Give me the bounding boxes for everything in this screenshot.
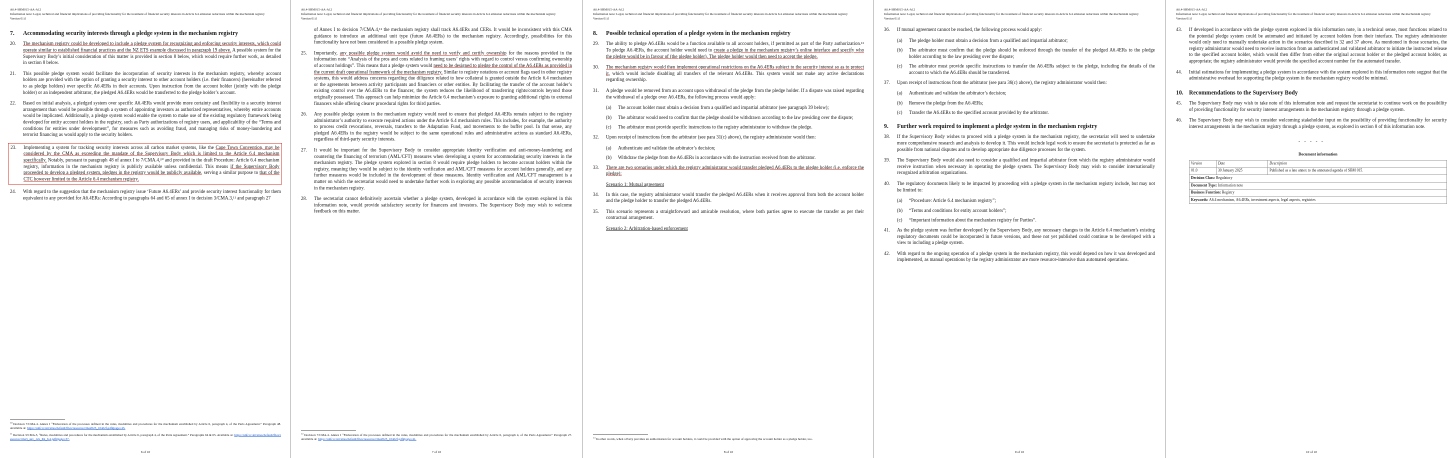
page-number: 9 of 10 bbox=[1015, 450, 1025, 454]
paragraph-text bbox=[23, 41, 281, 66]
text-run: , which would include disabling all transfers of the relevant A6.4ERs. This system would not make any active declarations regarding ownership. bbox=[605, 71, 864, 83]
sub-paragraph-text: “Terms and conditions for entity account holders”; bbox=[909, 208, 1007, 214]
footnote-link[interactable]: https://unfccc.int/sites/default/files/resource/cma2023_10a02f.pdf#page=43. bbox=[27, 426, 126, 431]
paragraph bbox=[301, 27, 572, 46]
paragraph bbox=[593, 65, 864, 84]
paragraph-number: 34. bbox=[592, 192, 599, 198]
paragraph bbox=[301, 196, 572, 215]
doc-code: A6.4-SBM015-AA-A12 bbox=[301, 8, 333, 12]
footnote-text: Decision 7/CMA.4. Annex I “Elaboration of the processes defined in the rules, modalities and procedures for the mechanism established by Article 6, paragraph 4, of the Paris Agreement.” Paragraph 27. Available at: bbox=[301, 433, 573, 441]
section-number: 8. bbox=[592, 29, 598, 37]
paragraph-text: Any possible pledge system in the mechanism registry would need to ensure that pledged A6.4ERs remain subject to the registry administrator’s authority to execute required actions under the Article 6.4 mechanism rules. This includes, for example, the authority to process credit revocations, reversals, transfers to the Adaptation Fund, and movements to the buffer pool. In that sense, any pledged A6.4ERs in the registry would be subject to the same operational rules and administrative actions as standard A6.4ERs, regardless of third-party security interests. bbox=[314, 112, 573, 143]
sub-paragraph-letter: (b) bbox=[897, 48, 903, 54]
section-heading bbox=[1176, 89, 1447, 96]
sub-paragraph bbox=[897, 208, 1155, 214]
page-header bbox=[593, 8, 864, 21]
section-title: Further work required to implement a pledge system in the mechanism registry bbox=[897, 122, 1098, 130]
paragraph-number: 38. bbox=[884, 134, 891, 140]
sub-paragraph bbox=[897, 100, 1155, 106]
document-page bbox=[582, 0, 873, 458]
paragraph-text: Based on initial analysis, a pledged system over specific A6.4ERs would provide more certainty and flexibility to a security interest arrangement than would be possible through a system of appointing investors as authorized representatives, whereby entire accounts would be implicated. Additionally, a pledge system would enable the system to make use of the existing regulatory framework being developed for entity account holders in the registry, such as Party authorizations of registry users, and applicability of the “Terms and conditions for entities under development”, for measures such as avoiding fraud, and managing risks of money-laundering and terrorist financing as would apply to the security holders. bbox=[23, 101, 281, 138]
scenario-heading: Scenario 1: Mutual agreement bbox=[605, 182, 664, 188]
paragraph-number: 29. bbox=[592, 41, 599, 47]
footnote-text: In other words, when a Party provides an authorization for account holders, it could be provided with the option of approving the account holder as a pledge holder, too. bbox=[595, 437, 813, 441]
doc-code: A6.4-SBM015-AA-A12 bbox=[592, 8, 624, 12]
paragraph-number: 46. bbox=[1175, 118, 1182, 124]
footnote bbox=[10, 422, 281, 431]
page-number: 10 of 10 bbox=[1305, 450, 1317, 454]
paragraph bbox=[1176, 69, 1447, 82]
sub-paragraph-letter: (c) bbox=[897, 218, 903, 224]
footnotes bbox=[593, 433, 864, 443]
end-separator: - - - - - bbox=[1298, 139, 1325, 145]
sub-paragraph-text: Authenticate and validate the arbitrator’s decision; bbox=[909, 91, 1007, 97]
sub-paragraph-letter: (a) bbox=[897, 91, 903, 97]
doc-version: Version 01.0 bbox=[884, 16, 901, 21]
sub-paragraph bbox=[897, 198, 1155, 204]
paragraph-text: If mutual agreement cannot be reached, the following process would apply: bbox=[897, 27, 1043, 33]
sub-paragraph-text: The arbitrator must confirm that the pledge should be enforced through the transfer of the pledged A6.4ERs to the pledge holder according to the law presiding over the dispute; bbox=[909, 48, 1156, 60]
paragraph-text: A pledge would be removed from an account upon withdrawal of the pledge from the pledge holder. If a dispute was raised regarding the withdrawal of a pledge over A6.4ERs, the following process would apply: bbox=[605, 88, 864, 100]
annotated-text: Cape Town Convention, may be considered by the CMA as exceeding the mandate of the Supervisory Body which is limited to the Article 6.4 mechanism specifically. bbox=[23, 145, 280, 163]
paragraph-text: This scenario represents a straightforward and amicable resolution, where both parties agree to execute the transfer as per their contractual arrangement. bbox=[605, 209, 864, 221]
paragraph-number: 45. bbox=[1175, 101, 1182, 107]
paragraph-number: 36. bbox=[884, 27, 891, 33]
page-number: 6 of 10 bbox=[140, 450, 151, 454]
paragraph-text bbox=[606, 165, 864, 178]
paragraph bbox=[884, 181, 1155, 194]
document-information-title: Document information bbox=[1298, 152, 1338, 157]
sub-paragraph bbox=[606, 105, 864, 111]
paragraph-text: Upon receipt of instructions from the arbitrator (see para 36(c) above), the registry administrator would then: bbox=[897, 80, 1108, 86]
sub-paragraph-text: Remove the pledge from the A6.4ERs; bbox=[909, 100, 984, 106]
sub-paragraph bbox=[897, 110, 1155, 116]
document-page bbox=[873, 0, 1164, 458]
table-field-cell bbox=[1189, 197, 1447, 204]
table-field-cell bbox=[1189, 189, 1447, 196]
paragraph-number: 31. bbox=[592, 88, 599, 94]
paragraph bbox=[884, 27, 1155, 33]
text-run: Similar to registry notations or account flags used in other registry systems, this would address concerns regarding due diligence related to how collateral is granted outside the Article 6.4 mechanism or the agreements between activity participants and financiers or other entities. By facilitating the transfer of the account holder’s existing control over the A6.4ERs to the financer, the system reduces the likelihood of transferring rights/controls beyond those originally possessed. This approach can help minimize the Article 6.4 mechanism’s exposure to granting additional rights to external financers while offering clearer procedural rights for third parties. bbox=[314, 69, 573, 107]
page-body bbox=[1176, 27, 1447, 443]
paragraph-number: 37. bbox=[884, 80, 891, 86]
document-information-table bbox=[1189, 160, 1447, 204]
sub-paragraph-letter: (b) bbox=[897, 208, 903, 214]
paragraph bbox=[593, 41, 864, 60]
paragraph-number: 33. bbox=[592, 165, 599, 171]
field-label: Keywords: bbox=[1190, 197, 1209, 202]
sub-paragraph-text: The account holder must obtain a decision from a qualified and impartial arbitrator (see paragraph 39 below); bbox=[617, 105, 829, 111]
page-header bbox=[10, 8, 281, 21]
paragraph bbox=[301, 50, 572, 107]
text-run: The ability to pledge A6.4ERs would be a function available to all account holders, if permitted as part of the Party authorization.¹³ To pledge A6.4ERs, the account holder would need to bbox=[605, 41, 864, 54]
sub-paragraph bbox=[897, 48, 1155, 61]
table-row bbox=[1189, 167, 1447, 174]
paragraph-number: 24. bbox=[10, 189, 17, 195]
sub-paragraph-text: “Important information about the mechanism registry for Parties”. bbox=[909, 218, 1037, 224]
document-page bbox=[290, 0, 581, 458]
section-heading bbox=[593, 30, 864, 37]
field-label: Document Type: bbox=[1190, 183, 1218, 188]
sub-paragraph-text: Authenticate and validate the arbitrator’s decision; bbox=[617, 145, 716, 151]
paragraph-number: 26. bbox=[301, 112, 308, 118]
sub-paragraph bbox=[897, 218, 1155, 224]
sub-paragraph bbox=[606, 125, 864, 131]
paragraph-text: If the Supervisory Body wishes to proceed with a pledge system in the mechanism registry, the secretariat will need to undertake more comprehensive research and analysis to develop it. This would include legal work to ensure the secretariat is protected as far as possible from national disputes and to develop appropriate due diligence processes for the system. bbox=[897, 134, 1156, 153]
paragraph-number: 21. bbox=[10, 71, 17, 77]
page-header bbox=[884, 8, 1155, 21]
doc-version: Version 01.0 bbox=[1175, 16, 1192, 21]
doc-version: Version 01.0 bbox=[10, 16, 27, 21]
footnote-marker: 12 bbox=[301, 432, 305, 435]
sub-paragraph-letter: (a) bbox=[605, 105, 612, 111]
text-run: Implementing a system for tracking security interests across all carbon market systems, like the bbox=[23, 145, 216, 151]
paragraph-number: 32. bbox=[592, 135, 599, 140]
document-page bbox=[0, 0, 290, 458]
table-header-cell: Description bbox=[1267, 160, 1446, 167]
sub-paragraph-text: “Procedure: Article 6.4 mechanism registry”; bbox=[909, 198, 997, 204]
annotated-text: There are two scenarios under which the registry administrator would transfer pledged A6.4ERs to the pledge holder (i.e. enforce the pledge): bbox=[605, 165, 864, 177]
paragraph-number: 42. bbox=[884, 251, 891, 257]
footnote bbox=[10, 432, 281, 441]
section-title: Accommodating security interests through a pledge system in the mechanism registry bbox=[23, 29, 239, 37]
annotated-text: that of the CTC however limited to the Article 6.4 mechanism registry. bbox=[23, 170, 280, 182]
sub-paragraph bbox=[897, 91, 1155, 97]
page-body bbox=[593, 27, 864, 443]
sub-paragraph-text: The pledge holder must obtain a decision from a qualified and impartial arbitrator; bbox=[909, 38, 1069, 44]
paragraph bbox=[8, 143, 282, 185]
paragraph bbox=[301, 148, 572, 192]
paragraph-number: 41. bbox=[884, 227, 891, 233]
doc-version: Version 01.0 bbox=[301, 16, 318, 21]
paragraph bbox=[10, 189, 281, 202]
field-label: Decision Class: bbox=[1190, 175, 1216, 180]
section-number: 10. bbox=[1175, 89, 1184, 96]
paragraph-number bbox=[301, 27, 314, 46]
annotated-text: need to be designed to pledge the control of the A6.4ERs as provided in the current draft operational framework of the mechanism registry. bbox=[314, 63, 573, 75]
sub-paragraph-letter: (c) bbox=[897, 64, 903, 70]
text-run: for the reasons provided in the information note “Analysis of the pros and cons related to framing users’ rights with regard to control versus confirming ownership of account holdings”. This means that a pledge system would bbox=[314, 50, 573, 69]
paragraph-number: 44. bbox=[1175, 69, 1182, 75]
paragraph-number: 39. bbox=[884, 158, 891, 164]
paragraph-text: Upon receipt of instructions from the arbitrator (see para 31(c) above), the registry administrator would then: bbox=[605, 135, 816, 140]
page-body bbox=[301, 27, 572, 443]
page-inner bbox=[0, 0, 290, 458]
paragraph bbox=[1176, 118, 1447, 131]
paragraph bbox=[10, 71, 281, 96]
sub-paragraph-letter: (c) bbox=[605, 125, 612, 131]
table-field-cell bbox=[1189, 182, 1447, 189]
table-cell: 30 January 2025 bbox=[1216, 167, 1268, 174]
sub-paragraph bbox=[606, 155, 864, 161]
text-run: A possible system for the Supervisory Body’s initial consideration of this matter is provided in section 8 below, which would require further work, as detailed in section 8 below. bbox=[23, 48, 281, 66]
paragraph bbox=[10, 101, 281, 139]
paragraph-text: The secretariat cannot definitively ascertain whether a pledge system, developed in accordance with the system explored in this information note, would provide satisfactory security for financers and investors. The Supervisory Body may wish to welcome feedback on this matter. bbox=[314, 196, 573, 215]
page-number: 8 of 10 bbox=[723, 450, 733, 454]
page-body bbox=[10, 27, 281, 443]
footnote-text: Decision 7/CMA.4. Annex I “Elaboration of the processes defined in the rules, modalities and procedures for the mechanism established by Article 6, paragraph 4, of the Paris Agreement.” Paragraph 48. Available at: bbox=[10, 422, 281, 431]
annotated-text: The mechanism registry would then implement operational restrictions on the A6.4ERs subject to the security interest so as to protect it bbox=[605, 65, 864, 77]
paragraph bbox=[593, 165, 864, 178]
paragraph bbox=[884, 158, 1155, 177]
paragraph-text: It would be important for the Supervisory Body to consider appropriate identity verification and anti-money-laundering and countering the financing of terrorism (AML/CFT) measures when developing a system for accommodating security interests in the mechanism registry. The pledge system explored in section 8 would require pledge holders to become account holders within the registry, meaning they would be subject to the identity verification and AML/CFT measures for account holders generally, and any further measures would be included in the development of these measures. Identity verification and AML/CFT management is a matter on which the secretariat would need to undertake further work in exploring any possible accommodation of security interests in the mechanism registry. bbox=[314, 148, 573, 191]
table-field-row bbox=[1189, 197, 1447, 204]
footnote-text: Decision 3/CMA.3, “Rules, modalities and procedures for the mechanism established by Article 6, paragraph 4, of the Paris Agreement.” Paragraphs 64 & 65. Available at: bbox=[12, 433, 235, 437]
table-field-row bbox=[1189, 182, 1447, 189]
sub-paragraph-letter: (b) bbox=[897, 100, 903, 106]
paragraph-text: The Supervisory Body would also need to consider a qualified and impartial arbitrator from which the registry administrator would receive instruction when necessary in operating the pledge system. The Supervisory Body may wish to consider internationally recognized arbitration organizations. bbox=[897, 158, 1156, 176]
paragraph-number: 40. bbox=[884, 181, 891, 187]
paragraph-text bbox=[606, 65, 864, 84]
sub-paragraph-letter: (a) bbox=[605, 145, 612, 151]
sub-paragraph-letter: (c) bbox=[897, 110, 903, 116]
table-cell: 01.0 bbox=[1189, 167, 1216, 174]
table-field-row bbox=[1189, 175, 1447, 182]
sub-paragraph-letter: (b) bbox=[605, 155, 612, 161]
footnote bbox=[301, 432, 572, 441]
page-body bbox=[884, 27, 1155, 443]
sub-paragraph bbox=[606, 145, 864, 151]
page-number: 7 of 10 bbox=[432, 450, 442, 454]
annotated-text: any possible pledge system would avoid the need to verify and certify ownership bbox=[340, 50, 507, 56]
field-value: Registry bbox=[1221, 190, 1235, 195]
field-value: Information note bbox=[1217, 183, 1243, 188]
sub-paragraph-text: Transfer the A6.4ERs to the specified account provided by the arbitrator. bbox=[909, 110, 1050, 116]
paragraph bbox=[884, 134, 1155, 153]
footnotes bbox=[301, 429, 572, 443]
footnote-link[interactable]: https://unfccc.int/sites/default/files/resource/cma3_auv_12a_PA_6.4.pdf#page=37. bbox=[10, 433, 282, 441]
paragraph bbox=[593, 192, 864, 205]
footnotes bbox=[10, 418, 281, 443]
doc-note: Information note: Legal, technical and financial implications of providing functionality for the treatment of financial security interests in Article 6.4 emission reductions within the mechanism registry bbox=[10, 12, 265, 17]
paragraph-number: 35. bbox=[592, 209, 599, 215]
sub-paragraph-text: The arbitrator must provide specific instructions to transfer the A6.4ERs subject to the pledge, including the details of the account to which the A6.4ERs should be transferred. bbox=[909, 64, 1156, 76]
sub-paragraph bbox=[606, 115, 864, 121]
annotated-text: The mechanism registry could be developed to include a pledge system for recognizing and enforcing security interests, which could operate similar to established financial practices and the NZ ETS example discussed in paragraph 19 above. bbox=[23, 41, 281, 54]
sub-paragraph-letter: (a) bbox=[897, 38, 903, 44]
page-inner bbox=[1166, 0, 1456, 458]
sub-paragraph-letter: (a) bbox=[897, 198, 903, 204]
paragraph-text: With regard to the suggestion that the mechanism registry issue ‘Future A6.4ERs’ and provide security interest functionality for them equivalent to any provided for A6.4ERs: According to paragraphs 64 and 65 of annex I to decision 3/CMA.3,¹¹ and paragraph 27 bbox=[23, 189, 281, 201]
text-run: , serving a similar purpose to bbox=[201, 170, 260, 176]
paragraph bbox=[1176, 101, 1447, 114]
table-header-cell: Version bbox=[1189, 160, 1216, 167]
paragraph-text bbox=[314, 50, 572, 107]
table-cell: Published as a late annex to the annotated agenda of SBM 015. bbox=[1267, 167, 1446, 174]
text-run: Importantly, bbox=[314, 50, 341, 56]
section-title: Possible technical operation of a pledge system in the mechanism registry bbox=[605, 29, 791, 37]
section-number: 9. bbox=[884, 122, 889, 130]
paragraph-text: The regulatory documents likely to be impacted by proceeding with a pledge system in the mechanism registry include, but may not be limited to: bbox=[897, 181, 1156, 193]
paragraph-number: 25. bbox=[301, 50, 308, 56]
doc-code: A6.4-SBM015-AA-A12 bbox=[884, 8, 916, 12]
doc-note: Information note: Legal, technical and financial implications of providing functionality for the treatment of financial security interests in Article 6.4 emission reductions within the mechanism registry bbox=[1175, 12, 1431, 17]
paragraph-number: 20. bbox=[10, 41, 17, 47]
scenario-heading: Scenario 2: Arbitration-based enforcement bbox=[605, 226, 688, 232]
paragraph-text: If developed in accordance with the pledge system explored in this information note, in a technical sense, most functions related to the potential pledge system could be automated and initiated by account holders from their interface. The registry administrator would only need to manually undertake action in the scenarios described in 32 and 37 above. As mentioned in those scenarios, the registry administrator would need to receive instruction from an authenticated and validated arbitrator to initiate the instructed release to the specified account holder, which would then differ from either the original account holder or the pledged account holder, as appropriate; the registry administrator would provide the specified account number for the automated transfer. bbox=[1188, 27, 1447, 64]
field-label: Business Function: bbox=[1190, 190, 1222, 195]
table-header-row bbox=[1189, 160, 1447, 167]
paragraph-number: 23. bbox=[10, 145, 17, 151]
sub-paragraph-letter: (b) bbox=[605, 115, 612, 121]
page-inner bbox=[291, 0, 581, 458]
section-title: Recommendations to the Supervisory Body bbox=[1188, 89, 1298, 96]
paragraph-text: The Supervisory Body may wish to consider welcoming stakeholder input on the possibility of providing functionality for security interest arrangements in the mechanism registry through a pledge system, as explored in section 8 of this information note. bbox=[1188, 118, 1447, 130]
paragraph bbox=[593, 88, 864, 101]
page-header bbox=[301, 8, 572, 21]
paragraph-text: With regard to the ongoing operation of a pledge system in the mechanism registry, this would depend on how it was developed and implemented, as manual operations by the registry administrator are more resource-intensive than automated operations. bbox=[897, 251, 1156, 263]
sub-paragraph bbox=[897, 38, 1155, 44]
paragraph-text: In this case, the registry administrator would transfer the pledged A6.4ERs when it receives approval from both the account holder and the pledge holder to transfer the pledged A6.4ERs. bbox=[605, 192, 864, 204]
table-field-cell bbox=[1189, 175, 1447, 182]
paragraph bbox=[884, 227, 1155, 246]
paragraph-text bbox=[24, 145, 280, 183]
paragraph-text: Initial estimations for implementing a pledge system in accordance with the system explored in this information note suggest that the administrative overhead for supporting the pledge system in the mechanism registry would be minimal. bbox=[1188, 69, 1447, 82]
doc-note: Information note: Legal, technical and financial implications of providing functionality for the treatment of financial security interests in Article 6.4 emission reductions within the mechanism registry bbox=[301, 12, 557, 17]
field-value: A6.4 mechanism, A6.4ERs, investment aspects, legal aspects, registries bbox=[1208, 197, 1316, 202]
section-heading bbox=[10, 30, 281, 37]
page-header bbox=[1176, 8, 1447, 21]
footnote-marker: 13 bbox=[592, 436, 596, 439]
text-run: Notably, pursuant to paragraph 48 of annex I to 7/CMA.4,¹⁰ and provided in the draft Procedure: Article 6.4 mechanism registry, information in the mechanism registry is publicly available unless confidential. This means bbox=[23, 157, 280, 170]
sub-paragraph bbox=[897, 64, 1155, 77]
paragraph-text: This possible pledge system would facilitate the incorporation of security interests in the mechanism registry, whereby account holders are provided with the option of granting a security interest to other account holders (i.e. their financers) (hereinafter referred to as pledge holders) over specific A6.4ERs in their accounts. Upon instruction from the account holder (jointly with the pledge holder) or an independent arbitrator, the pledged A6.4ERs would be transferred to the pledge holder’s account. bbox=[23, 71, 281, 96]
paragraph-text: The Supervisory Body may wish to take note of this information note and request the secretariat to continue work on the possibility of providing functionality for security interest arrangements in the mechanism registry through a pledge system. bbox=[1188, 101, 1447, 113]
paragraph-text bbox=[606, 41, 864, 60]
paragraph-number: 27. bbox=[301, 148, 308, 154]
document-information bbox=[1189, 152, 1447, 204]
footnote-marker: 10 bbox=[10, 421, 14, 425]
footnote bbox=[593, 436, 864, 441]
document-page bbox=[1165, 0, 1456, 458]
paragraph bbox=[884, 80, 1155, 86]
doc-code: A6.4-SBM015-AA-A12 bbox=[1175, 8, 1207, 12]
sub-paragraph-text: The arbitrator would need to confirm that the pledge should be withdrawn according to the law presiding over the dispute; bbox=[617, 115, 854, 121]
paragraph-number: 43. bbox=[1175, 27, 1182, 33]
page-inner bbox=[874, 0, 1164, 458]
section-number: 7. bbox=[10, 29, 15, 37]
paragraph-number: 28. bbox=[301, 196, 308, 202]
field-value: Regulatory bbox=[1215, 175, 1233, 180]
paragraph bbox=[10, 41, 281, 66]
footnote-link[interactable]: https://unfccc.int/sites/default/files/resource/cma2023_10a02f.pdf#page=41. bbox=[318, 437, 417, 441]
section-heading bbox=[884, 123, 1155, 130]
sub-paragraph-text: Withdraw the pledge from the A6.4ERs in accordance with the instruction received from the arbitrator. bbox=[617, 155, 816, 161]
paragraph bbox=[301, 112, 572, 143]
paragraph bbox=[884, 251, 1155, 264]
paragraph-number: 22. bbox=[10, 101, 17, 107]
doc-code: A6.4-SBM015-AA-A12 bbox=[10, 8, 42, 12]
sub-paragraph-text: The arbitrator must provide specific instructions to the registry administrator to withdraw the pledge. bbox=[617, 125, 813, 131]
table-field-row bbox=[1189, 189, 1447, 196]
paragraph-text: of Annex I to decision 7/CMA.4,¹² the mechanism registry shall track A6.4ERs and CERs. It would be inconsistent with this CMA guidance to introduce an additional unit type (future A6.4ERs) to the mechanism registry. Accordingly, possibilities for this functionality have not been considered in a possible pledge system. bbox=[314, 27, 573, 46]
paragraph bbox=[1176, 27, 1447, 65]
paragraph-number: 30. bbox=[592, 65, 599, 71]
paragraph-text: As the pledge system was further developed by the Supervisory Body, any necessary changes to the Article 6.4 mechanism’s existing regulatory documents could be incorporated in future versions, and these not yet published could continue to be developed with a view to including a pledge system. bbox=[897, 227, 1156, 246]
annotated-text: create a pledge in the mechanism registry’s online interface and specify who the pledge would be in favour of (the pledge holder). The pledge holder would then need to accept the pledge. bbox=[605, 48, 864, 60]
doc-note: Information note: Legal, technical and financial implications of providing functionality for the treatment of financial security interests in Article 6.4 emission reductions within the mechanism registry bbox=[592, 12, 848, 17]
doc-version: Version 01.0 bbox=[592, 16, 609, 21]
annotated-text: if the Supervisory Body proceeded to develop a pledged system, pledges in the registry would be publicly available bbox=[23, 164, 280, 176]
footnote-marker: 11 bbox=[10, 432, 13, 435]
paragraph bbox=[593, 135, 864, 141]
paragraph bbox=[593, 209, 864, 222]
table-header-cell: Date bbox=[1216, 160, 1268, 167]
doc-note: Information note: Legal, technical and financial implications of providing functionality for the treatment of financial security interests in Article 6.4 emission reductions within the mechanism registry bbox=[884, 12, 1139, 17]
page-inner bbox=[583, 0, 873, 458]
